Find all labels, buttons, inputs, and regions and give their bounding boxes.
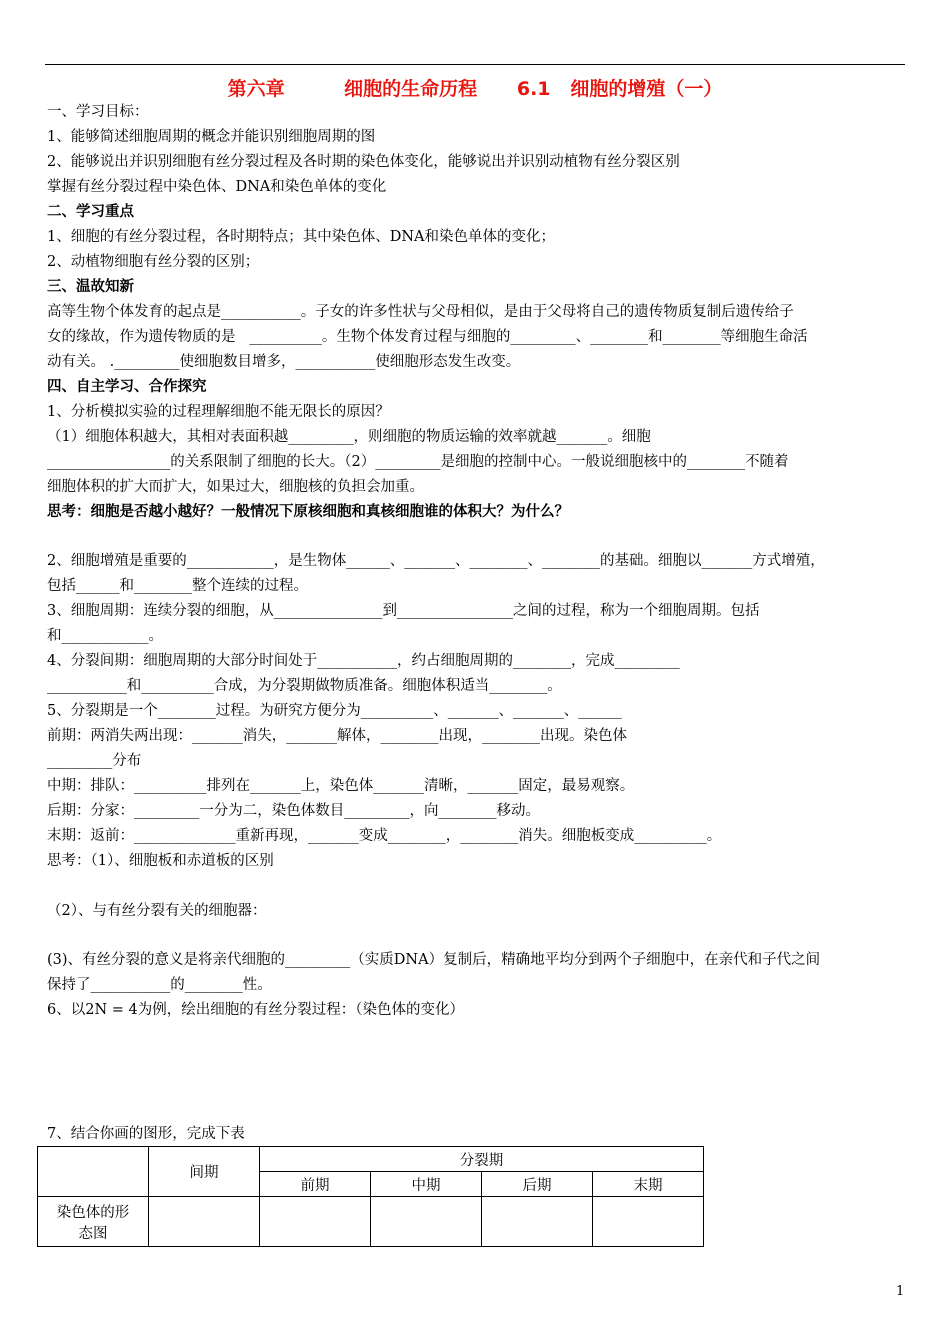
answer-cell-metaphase[interactable] <box>371 1197 482 1247</box>
objective-1: 1、能够简述细胞周期的概念并能识别细胞周期的图 <box>47 129 376 145</box>
section-review-heading: 三、温故知新 <box>47 279 134 295</box>
significance-line-1: (3)、有丝分裂的意义是将亲代细胞的_________（实质DNA）复制后，精确地平均分到两个子细胞中，在亲代和子代之间 <box>47 952 821 968</box>
review-line-2: 女的缘故，作为遗传物质的是 __________。生物个体发育过程与细胞的_________、________和________等细胞生命活 <box>47 329 808 345</box>
review-line-3: 动有关。 ._________使细胞数目增多，___________使细胞形态发生改变。 <box>47 354 521 370</box>
section-explore-heading: 四、自主学习、合作探究 <box>47 379 207 395</box>
explore-q4-line-2: ___________和__________合成，为分裂期做物质准备。细胞体积适当________。 <box>47 678 562 694</box>
page-number: 1 <box>896 1284 905 1299</box>
section-objectives-heading: 一、学习目标： <box>47 104 149 120</box>
significance-line-2: 保持了___________的________性。 <box>47 977 272 993</box>
anaphase-header: 后期 <box>482 1172 593 1197</box>
think-question-1: 思考：细胞是否越小越好？一般情况下原核细胞和真核细胞谁的体积大？为什么？ <box>47 504 569 520</box>
explore-q5-line-1: 5、分裂期是一个________过程。为研究方便分为__________、_______、_______、______ <box>47 703 622 719</box>
explore-q3-line-1: 3、细胞周期：连续分裂的细胞，从_______________到________________之间的过程，称为一个细胞周期。包括 <box>47 603 760 619</box>
prophase-line-1: 前期：两消失两出现：_______消失，_______解体，________出现，________出现。染色体 <box>47 728 627 744</box>
metaphase-header: 中期 <box>371 1172 482 1197</box>
page-title: 第六章 细胞的生命历程 6.1 细胞的增殖（一） <box>227 78 723 100</box>
explore-q2-line-1: 2、细胞增殖是重要的____________，是生物体______、_______、________、________的基础。细胞以_______方式增殖， <box>47 553 825 569</box>
objective-2: 2、能够说出并识别细胞有丝分裂过程及各时期的染色体变化，能够说出并识别动植物有丝分裂区别 <box>47 154 680 170</box>
table-task: 7、结合你画的图形，完成下表 <box>47 1126 245 1142</box>
top-rule <box>45 64 905 65</box>
metaphase-line: 中期：排队：__________排列在_______上，染色体_______清晰，_______固定，最易观察。 <box>47 778 635 794</box>
row-label-line-1: 染色体的形 <box>56 1204 130 1221</box>
answer-cell-anaphase[interactable] <box>482 1197 593 1247</box>
telophase-header: 末期 <box>593 1172 704 1197</box>
row-label-line-2: 态图 <box>78 1225 108 1242</box>
telophase-line: 末期：返前：______________重新再现，_______变成________，________消失。细胞板变成__________。 <box>47 828 722 844</box>
section-key-points-heading: 二、学习重点 <box>47 204 134 220</box>
mitosis-header: 分裂期 <box>260 1147 704 1172</box>
interphase-header: 间期 <box>149 1147 260 1197</box>
think-question-3: （2）、与有丝分裂有关的细胞器： <box>47 903 267 919</box>
chromosome-shape-label <box>38 1197 149 1247</box>
mitosis-table <box>37 1146 704 1247</box>
key-point-1: 1、细胞的有丝分裂过程，各时期特点；其中染色体、DNA和染色单体的变化； <box>47 229 556 245</box>
explore-q1-line-2: _________________的关系限制了细胞的长大。（2）_________是细胞的控制中心。一般说细胞核中的________不随着 <box>47 454 789 470</box>
answer-cell-telophase[interactable] <box>593 1197 704 1247</box>
objective-3: 掌握有丝分裂过程中染色体、DNA和染色单体的变化 <box>47 179 387 195</box>
review-line-1: 高等生物个体发育的起点是___________。子女的许多性状与父母相似，是由于父母将自己的遗传物质复制后遗传给子 <box>47 304 794 320</box>
drawing-task: 6、以2N = 4为例，绘出细胞的有丝分裂过程：（染色体的变化） <box>47 1002 464 1018</box>
prophase-header: 前期 <box>260 1172 371 1197</box>
key-point-2: 2、动植物细胞有丝分裂的区别； <box>47 254 260 270</box>
explore-q1: 1、分析模拟实验的过程理解细胞不能无限长的原因？ <box>47 404 390 420</box>
explore-q2-line-2: 包括______和________整个连续的过程。 <box>47 578 308 594</box>
answer-cell-prophase[interactable] <box>260 1197 371 1247</box>
explore-q4-line-1: 4、分裂间期：细胞周期的大部分时间处于___________，约占细胞周期的________，完成_________ <box>47 653 680 669</box>
think-question-2: 思考：（1）、细胞板和赤道板的区别 <box>47 853 274 869</box>
prophase-line-2: _________分布 <box>47 753 142 769</box>
answer-cell-interphase[interactable] <box>149 1197 260 1247</box>
explore-q1-line-3: 细胞体积的扩大而扩大，如果过大，细胞核的负担会加重。 <box>47 479 424 495</box>
explore-q3-line-2: 和____________。 <box>47 628 163 644</box>
anaphase-line: 后期：分家：_________一分为二，染色体数目_________，向________移动。 <box>47 803 540 819</box>
explore-q1-line-1: （1）细胞体积越大，其相对表面积越_________，则细胞的物质运输的效率就越_______。细胞 <box>47 429 651 445</box>
table-corner-cell <box>38 1147 149 1197</box>
